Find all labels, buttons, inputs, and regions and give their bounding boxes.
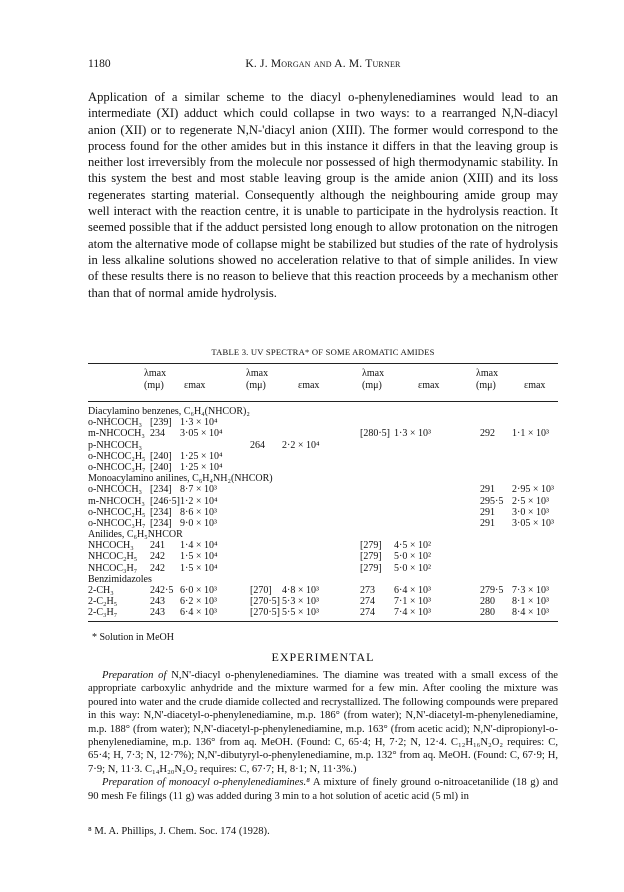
- table-cell: 2·95 × 10³: [512, 484, 554, 496]
- table-cell: 7·1 × 10³: [394, 596, 431, 608]
- table-cell: 280: [480, 596, 495, 608]
- row-label: o-NHCOC₃H₇: [88, 461, 146, 473]
- table-cell: 274: [360, 596, 375, 608]
- table-cell: 291: [480, 517, 495, 529]
- table-cell: [246·5]: [150, 495, 180, 507]
- header-eps-4: εmax: [524, 380, 546, 391]
- header-unit-1: (mμ): [144, 380, 164, 391]
- table-cell: 1·4 × 10⁴: [180, 540, 218, 552]
- table-cell: 5·5 × 10³: [282, 607, 319, 619]
- table-cell: 3·05 × 10³: [512, 517, 554, 529]
- table-cell: 5·0 × 10²: [394, 562, 431, 574]
- table-cell: [234]: [150, 506, 172, 518]
- table-cell: [270]: [250, 585, 272, 596]
- table-cell: 1·3 × 10⁴: [180, 417, 218, 429]
- table-cell: 7·3 × 10³: [512, 585, 549, 596]
- table-cell: 9·0 × 10³: [180, 517, 217, 529]
- row-label: o-NHCOCH₃: [88, 417, 143, 429]
- table-cell: [280·5]: [360, 428, 390, 440]
- table-cell: 295·5: [480, 495, 504, 507]
- table-cell: 5·3 × 10³: [282, 596, 319, 608]
- table-cell: 264: [250, 439, 265, 451]
- header-eps-3: εmax: [418, 380, 440, 391]
- table-cell: 8·4 × 10³: [512, 607, 549, 619]
- row-label: Diacylamino benzenes, C₆H₄(NHCOR)₂: [88, 406, 250, 417]
- paragraph-2-text: A mixture of finely ground o-nitroacetanilide (18 g) and 90 mesh Fe filings (11 g) was added during 3 min to a hot solution of acetic acid (5 ml) in: [88, 777, 558, 802]
- header-lambda-4: λmax: [476, 368, 499, 379]
- header-lambda-2: λmax: [246, 368, 269, 379]
- table-cell: 4·5 × 10²: [394, 540, 431, 552]
- experimental-paragraph-2: [88, 776, 558, 803]
- table-cell: 6·2 × 10³: [180, 596, 217, 608]
- row-label: 2-CH₃: [88, 585, 114, 596]
- table-cell: 3·0 × 10³: [512, 506, 549, 518]
- table-cell: [279]: [360, 540, 382, 552]
- table-row: [88, 585, 558, 596]
- table-cell: [270·5]: [250, 607, 280, 619]
- table-cell: 1·25 × 10⁴: [180, 450, 223, 462]
- table-cell: 6·0 × 10³: [180, 585, 217, 596]
- table-cell: 274: [360, 607, 375, 619]
- table-cell: [240]: [150, 450, 172, 462]
- table-row: [88, 551, 558, 562]
- table-cell: 8·7 × 10³: [180, 484, 217, 496]
- header-lambda-3: λmax: [362, 368, 385, 379]
- table-cell: [240]: [150, 461, 172, 473]
- table-row: [88, 417, 558, 428]
- row-label: m-NHCOCH₃: [88, 495, 145, 507]
- header-unit-2: (mμ): [246, 380, 266, 391]
- table-row: [88, 440, 558, 451]
- row-label: o-NHCOC₃H₇: [88, 517, 146, 529]
- table-cell: 241: [150, 540, 165, 552]
- row-label: o-NHCOC₂H₅: [88, 506, 146, 518]
- table-top-rule: [88, 363, 558, 364]
- table-cell: 1·1 × 10³: [512, 428, 549, 440]
- row-label: Anilides, C₆H₅NHCOR: [88, 529, 183, 541]
- table-bottom-rule: [88, 621, 558, 622]
- table-cell: 1·2 × 10⁴: [180, 495, 218, 507]
- table-cell: 1·5 × 10⁴: [180, 551, 218, 563]
- running-authors: K. J. Morgan and A. M. Turner: [245, 58, 401, 70]
- table-cell: 1·5 × 10⁴: [180, 562, 218, 574]
- table-cell: [279]: [360, 562, 382, 574]
- table-cell: 243: [150, 607, 165, 619]
- running-header: [88, 58, 558, 74]
- row-label: Benzimidazoles: [88, 573, 152, 585]
- table-cell: 291: [480, 506, 495, 518]
- table-cell: 242: [150, 562, 165, 574]
- header-lambda-1: λmax: [144, 368, 167, 379]
- table-cell: 6·4 × 10³: [180, 607, 217, 619]
- table-row: [88, 406, 558, 417]
- table-cell: [279]: [360, 551, 382, 563]
- table-cell: 279·5: [480, 585, 504, 596]
- experimental-paragraph-1: [88, 669, 558, 776]
- row-label: o-NHCOC₂H₅: [88, 450, 146, 462]
- table-cell: 8·1 × 10³: [512, 596, 549, 608]
- table-cell: 5·0 × 10²: [394, 551, 431, 563]
- table-row: [88, 529, 558, 540]
- table-cell: 4·8 × 10³: [282, 585, 319, 596]
- table-row: [88, 462, 558, 473]
- table-row: [88, 518, 558, 529]
- body-paragraph: Application of a similar scheme to the diacyl o-phenylenediamines would lead to an intermediate (XI) adduct which could collapse in two ways: to a rearranged N,N-diacyl anion (XII) or to regenerate N,N-'diacyl anion (XIII). The former would correspond to the process found for the other amides but in this instance it differs in that the leaving group is neither lost irreversibly from the molecule nor possessed of high thermodynamic stability. In this system the best and most stable leaving group is the amide anion (XIII) and its loss regenerates starting material. Consequently although the neighbouring amide group may well interact with the reaction centre, it is unable to participate in the hydrolysis reaction. It seemed possible that if the adduct persisted long enough to allow protonation on the nitrogen atom the alternative mode of collapse might be stabilized but studies of the rate of hydrolysis in less alkaline solutions showed no acceleration relative to that of simple anilides. In view of these results there is no reason to believe that this reaction proceeds by a mechanism other than that of normal amide hydrolysis.: [88, 90, 558, 300]
- section-heading: EXPERIMENTAL: [271, 650, 375, 664]
- table-cell: 291: [480, 484, 495, 496]
- table-header: [88, 368, 558, 398]
- table-row: [88, 451, 558, 462]
- row-label: m-NHCOCH₃: [88, 428, 145, 440]
- table-cell: 1·25 × 10⁴: [180, 461, 223, 473]
- row-label: o-NHCOCH₃: [88, 484, 143, 496]
- table-row: [88, 428, 558, 439]
- table-row: [88, 507, 558, 518]
- table-row: [88, 574, 558, 585]
- table-row: [88, 540, 558, 551]
- table-cell: [234]: [150, 484, 172, 496]
- table-cell: 8·6 × 10³: [180, 506, 217, 518]
- table-cell: 2·5 × 10³: [512, 495, 549, 507]
- table-cell: [234]: [150, 517, 172, 529]
- table-row: [88, 473, 558, 484]
- table-row: [88, 596, 558, 607]
- table-cell: 280: [480, 607, 495, 619]
- paragraph-1-title: Preparation of: [102, 670, 167, 681]
- header-unit-3: (mμ): [362, 380, 382, 391]
- table-cell: 3·05 × 10⁴: [180, 428, 223, 440]
- table-row: [88, 496, 558, 507]
- row-label: NHCOC₃H₇: [88, 562, 138, 574]
- header-eps-1: εmax: [184, 380, 206, 391]
- row-label: NHCOCH₃: [88, 540, 134, 552]
- table-cell: 234: [150, 428, 165, 440]
- table-cell: 2·2 × 10⁴: [282, 439, 320, 451]
- paragraph-1-title-compound: N,N'-diacyl o-phenylenediamines.: [171, 670, 319, 681]
- table-row: [88, 563, 558, 574]
- table-cell: 6·4 × 10³: [394, 585, 431, 596]
- row-label: 2-C₂H₅: [88, 596, 118, 608]
- header-unit-4: (mμ): [476, 380, 496, 391]
- table-footnote: * Solution in MeOH: [92, 632, 174, 643]
- row-label: p-NHCOCH₃: [88, 439, 143, 451]
- table-cell: 242·5: [150, 585, 174, 596]
- paragraph-2-title: Preparation of monoacyl o-phenylenediamines.⁸: [102, 777, 310, 789]
- table-cell: 273: [360, 585, 375, 596]
- table-row: [88, 607, 558, 618]
- page-footnote: ⁸ M. A. Phillips, J. Chem. Soc. 174 (1928).: [88, 826, 270, 837]
- table-cell: 243: [150, 596, 165, 608]
- paragraph-1-text: The diamine was treated with a small excess of the appropriate carboxylic anhydride and the mixture warmed for a few min. After cooling the mixture was poured into water and the crude diamide collected and recrystallized. The following compounds were prepared in this way: N,N'-diacetyl-o-phenylenediamine, m.p. 186° (from water); N,N'-diacetyl-m-phenylenediamine, m.p. 188° (from water); N,N'-diacetyl-p-phenylenediamine, m.p. 163° (from acetic acid); N,N'-dipropionyl-o-phenylenediamine, m.p. 136° from aq. MeOH. (Found: C, 65·4; H, 7·2; N, 12·4. C₁₂H₁₆N₂O₂ requires: C, 65·4; H, 7·3; N, 12·7%); N,N'-dibutyryl-o-phenylenediamine, m.p. 132° from aq. MeOH. (Found: C, 67·9; H, 7·9; N, 11·3. C₁₄H₂₀N₂O₂ requires: C, 67·7; H, 8·1; N, 11·3%.): [88, 670, 558, 775]
- header-eps-2: εmax: [298, 380, 320, 391]
- table-cell: 292: [480, 428, 495, 440]
- page-number: 1180: [88, 58, 111, 70]
- row-label: 2-C₃H₇: [88, 607, 118, 619]
- table-caption: TABLE 3. UV SPECTRA* OF SOME AROMATIC AMIDES: [211, 347, 435, 357]
- row-label: NHCOC₂H₅: [88, 551, 138, 563]
- table-header-rule: [88, 401, 558, 402]
- table-cell: 1·3 × 10³: [394, 428, 431, 440]
- table-cell: 7·4 × 10³: [394, 607, 431, 619]
- table-body: [88, 406, 558, 619]
- row-label: Monoacylamino anilines, C₆H₄NH₂(NHCOR): [88, 473, 273, 485]
- experimental-text: [88, 669, 558, 803]
- table-cell: 242: [150, 551, 165, 563]
- table-row: [88, 484, 558, 495]
- table-cell: [270·5]: [250, 596, 280, 608]
- table-cell: [239]: [150, 417, 172, 429]
